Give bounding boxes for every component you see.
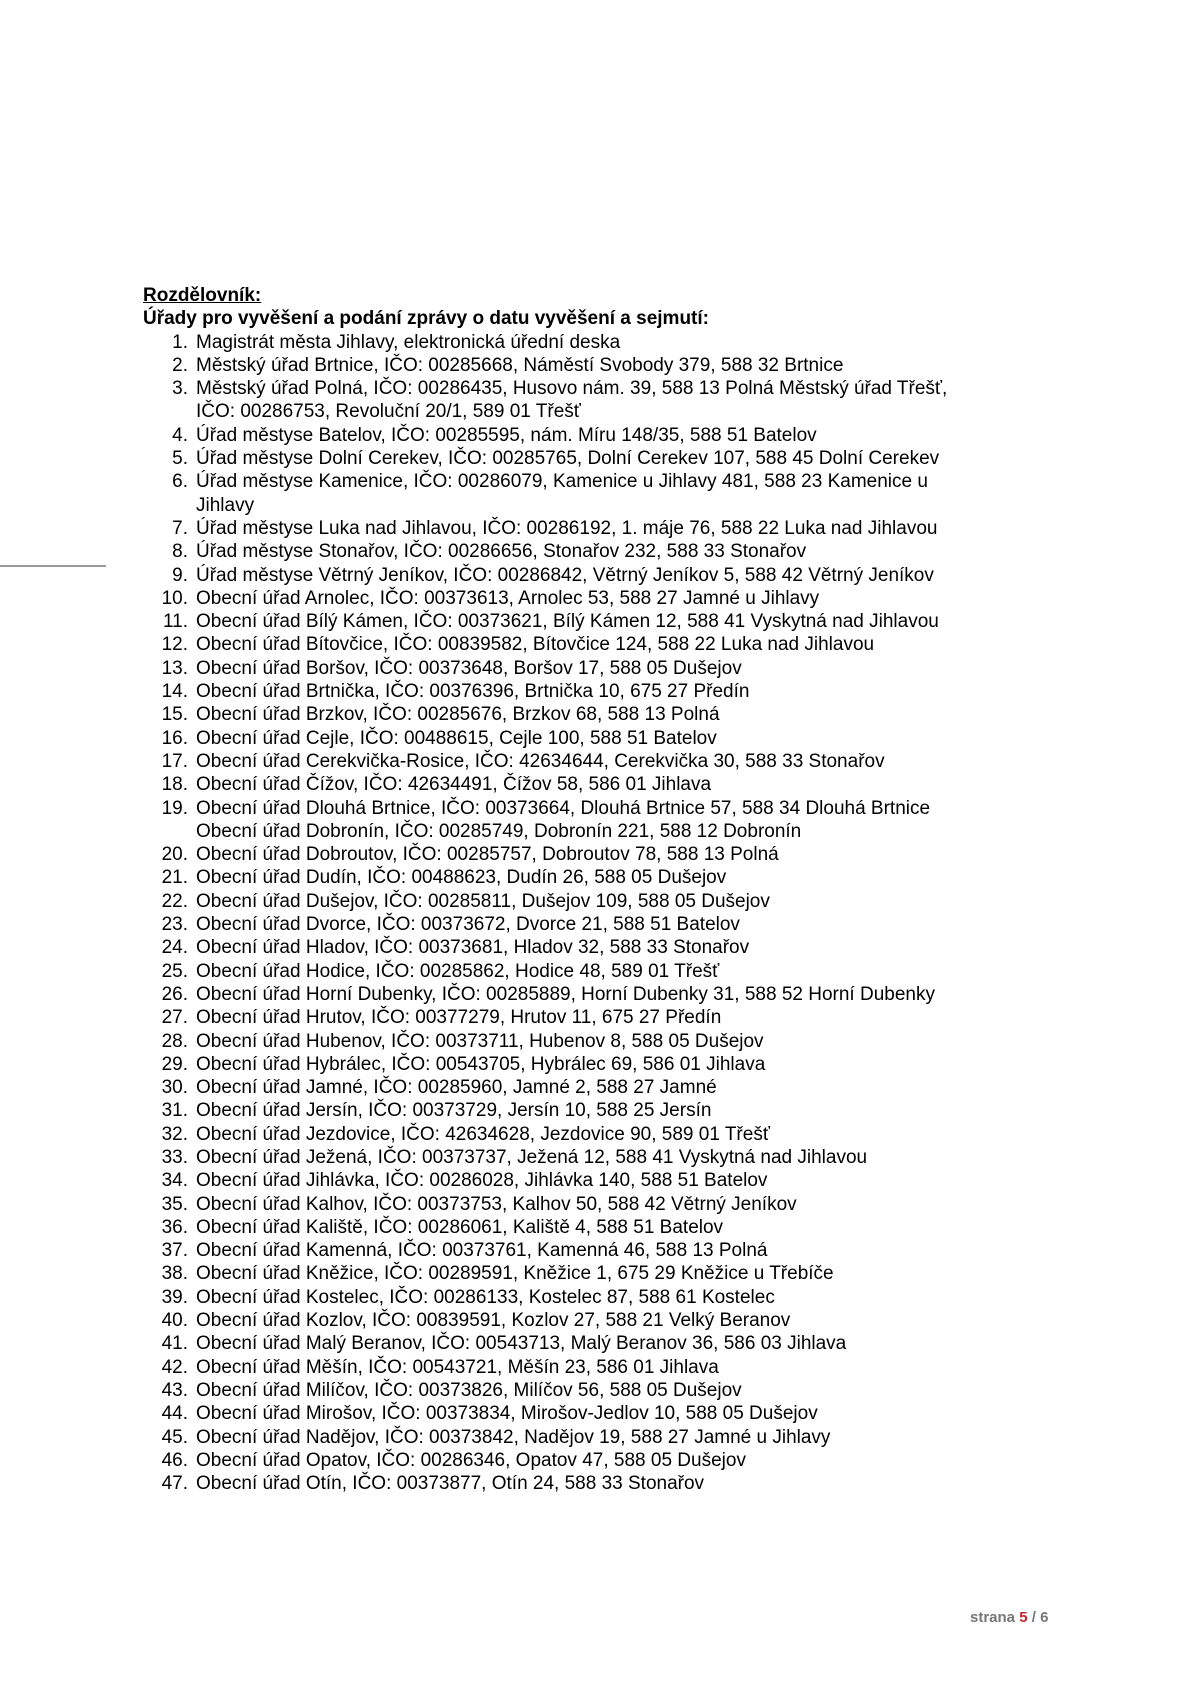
list-item-number: 18. (161, 774, 188, 796)
page-separator: / (1031, 1609, 1036, 1626)
list-item-number: 41. (161, 1333, 188, 1355)
list-item-text: Úřad městyse Větrný Jeníkov, IČO: 00286842, Větrný Jeníkov 5, 588 42 Větrný Jeníkov (196, 564, 934, 586)
list-item-text: Obecní úřad Dlouhá Brtnice, IČO: 00373664, Dlouhá Brtnice 57, 588 34 Dlouhá Brtnice Obecní úřad Dobronín, IČO: 00285749, Dobronín 221, 588 12 Dobronín (196, 797, 931, 842)
list-item-text: Úřad městyse Stonařov, IČO: 00286656, Stonařov 232, 588 33 Stonařov (196, 541, 807, 563)
list-item (143, 773, 1043, 796)
list-item-number: 43. (161, 1379, 188, 1401)
list-item (143, 890, 1043, 913)
list-item-number: 16. (161, 727, 188, 749)
list-item-text: Obecní úřad Ježená, IČO: 00373737, Ježená 12, 588 41 Vyskytná nad Jihlavou (196, 1146, 868, 1168)
list-item (143, 913, 1043, 936)
list-item-number: 17. (161, 750, 188, 772)
list-item-text: Obecní úřad Kaliště, IČO: 00286061, Kaliště 4, 588 51 Batelov (196, 1216, 724, 1238)
list-item (143, 727, 1043, 750)
list-item (143, 1006, 1043, 1029)
list-item-text: Obecní úřad Malý Beranov, IČO: 00543713, Malý Beranov 36, 586 03 Jihlava (196, 1333, 847, 1355)
margin-rule (0, 565, 106, 567)
list-item-text: Obecní úřad Nadějov, IČO: 00373842, Nadějov 19, 588 27 Jamné u Jihlavy (196, 1426, 831, 1448)
list-item-number: 39. (161, 1286, 188, 1308)
list-item-text: Obecní úřad Milíčov, IČO: 00373826, Milíčov 56, 588 05 Dušejov (196, 1379, 742, 1401)
page-number (970, 1609, 1048, 1626)
list-item-text: Obecní úřad Horní Dubenky, IČO: 00285889, Horní Dubenky 31, 588 52 Horní Dubenky (196, 983, 935, 1005)
current-page: 5 (1019, 1609, 1028, 1626)
list-item (143, 447, 1043, 470)
list-item-text: Úřad městyse Dolní Cerekev, IČO: 00285765, Dolní Cerekev 107, 588 45 Dolní Cerekev (196, 448, 940, 470)
list-item-text: Obecní úřad Brzkov, IČO: 00285676, Brzkov 68, 588 13 Polná (196, 704, 720, 726)
list-item-number: 8. (172, 541, 188, 563)
list-item-text: Obecní úřad Dušejov, IČO: 00285811, Dušejov 109, 588 05 Dušejov (196, 890, 770, 912)
list-item-number: 37. (161, 1240, 188, 1262)
list-item-number: 15. (161, 704, 188, 726)
list-item-number: 47. (161, 1473, 188, 1495)
list-item-text: Obecní úřad Kostelec, IČO: 00286133, Kostelec 87, 588 61 Kostelec (196, 1286, 775, 1308)
list-item-number: 14. (161, 681, 188, 703)
list-item-text: Obecní úřad Cerekvička-Rosice, IČO: 42634644, Cerekvička 30, 588 33 Stonařov (196, 750, 885, 772)
list-item (143, 866, 1043, 889)
section-subheading: Úřady pro vyvěšení a podání zprávy o datu vyvěšení a sejmutí: (143, 308, 709, 330)
list-item (143, 703, 1043, 726)
list-item (143, 1332, 1043, 1355)
list-item (143, 1099, 1043, 1122)
list-item-number: 42. (161, 1356, 188, 1378)
list-item (143, 983, 1043, 1006)
list-item-text: Obecní úřad Hubenov, IČO: 00373711, Hubenov 8, 588 05 Dušejov (196, 1030, 764, 1052)
list-item (143, 587, 1043, 610)
list-item-number: 22. (161, 890, 188, 912)
list-item-text: Obecní úřad Boršov, IČO: 00373648, Boršov 17, 588 05 Dušejov (196, 657, 742, 679)
list-item-number: 23. (161, 914, 188, 936)
list-item (143, 633, 1043, 656)
section-heading: Rozdělovník: (143, 285, 262, 306)
list-item (143, 1076, 1043, 1099)
list-item-number: 32. (161, 1123, 188, 1145)
list-item (143, 1379, 1043, 1402)
list-item-number: 1. (172, 331, 188, 353)
list-item (143, 680, 1043, 703)
list-item (143, 1402, 1043, 1425)
list-item-number: 20. (161, 844, 188, 866)
list-item (143, 517, 1043, 540)
list-item-number: 19. (161, 797, 188, 819)
list-item-number: 12. (161, 634, 188, 656)
list-item (143, 564, 1043, 587)
list-item-text: Obecní úřad Cejle, IČO: 00488615, Cejle 100, 588 51 Batelov (196, 727, 717, 749)
list-item-number: 30. (161, 1077, 188, 1099)
list-item (143, 1169, 1043, 1192)
list-item-text: Obecní úřad Hladov, IČO: 00373681, Hladov 32, 588 33 Stonařov (196, 937, 750, 959)
list-item (143, 797, 1043, 844)
list-item-number: 5. (172, 448, 188, 470)
list-item-text: Úřad městyse Kamenice, IČO: 00286079, Kamenice u Jihlavy 481, 588 23 Kamenice u Jihlavy (196, 471, 928, 516)
list-item-text: Obecní úřad Dvorce, IČO: 00373672, Dvorce 21, 588 51 Batelov (196, 914, 740, 936)
list-item-number: 29. (161, 1053, 188, 1075)
list-item (143, 1449, 1043, 1472)
list-item-text: Obecní úřad Kamenná, IČO: 00373761, Kamenná 46, 588 13 Polná (196, 1240, 768, 1262)
list-item-number: 46. (161, 1449, 188, 1471)
list-item (143, 1146, 1043, 1169)
list-item-text: Obecní úřad Arnolec, IČO: 00373613, Arnolec 53, 588 27 Jamné u Jihlavy (196, 587, 820, 609)
list-item-text: Obecní úřad Dobroutov, IČO: 00285757, Dobroutov 78, 588 13 Polná (196, 844, 779, 866)
list-item-text: Obecní úřad Bítovčice, IČO: 00839582, Bítovčice 124, 588 22 Luka nad Jihlavou (196, 634, 875, 656)
list-item-number: 13. (161, 657, 188, 679)
list-item-number: 6. (172, 471, 188, 493)
list-item-number: 45. (161, 1426, 188, 1448)
list-item-number: 26. (161, 983, 188, 1005)
list-item (143, 1193, 1043, 1216)
list-item-text: Obecní úřad Jersín, IČO: 00373729, Jersín 10, 588 25 Jersín (196, 1100, 712, 1122)
list-item-text: Obecní úřad Kozlov, IČO: 00839591, Kozlov 27, 588 21 Velký Beranov (196, 1310, 791, 1332)
list-item-text: Magistrát města Jihlavy, elektronická úřední deska (196, 331, 621, 353)
list-item-text: Úřad městyse Luka nad Jihlavou, IČO: 00286192, 1. máje 76, 588 22 Luka nad Jihlavou (196, 517, 938, 539)
list-item-number: 35. (161, 1193, 188, 1215)
list-item (143, 1123, 1043, 1146)
list-item-text: Obecní úřad Hodice, IČO: 00285862, Hodice 48, 589 01 Třešť (196, 960, 720, 982)
list-item-number: 7. (172, 517, 188, 539)
list-item (143, 843, 1043, 866)
list-item-text: Obecní úřad Opatov, IČO: 00286346, Opatov 47, 588 05 Dušejov (196, 1449, 746, 1471)
list-item-text: Obecní úřad Jihlávka, IČO: 00286028, Jihlávka 140, 588 51 Batelov (196, 1170, 768, 1192)
list-item-number: 40. (161, 1310, 188, 1332)
list-item-number: 36. (161, 1216, 188, 1238)
list-item-text: Obecní úřad Kněžice, IČO: 00289591, Kněžice 1, 675 29 Kněžice u Třebíče (196, 1263, 834, 1285)
list-item-text: Obecní úřad Jamné, IČO: 00285960, Jamné 2, 588 27 Jamné (196, 1077, 717, 1099)
list-item-number: 38. (161, 1263, 188, 1285)
list-item (143, 610, 1043, 633)
list-item-number: 33. (161, 1146, 188, 1168)
list-item-text: Obecní úřad Hybrálec, IČO: 00543705, Hybrálec 69, 586 01 Jihlava (196, 1053, 766, 1075)
list-item (143, 1356, 1043, 1379)
list-item (143, 354, 1043, 377)
list-item (143, 331, 1043, 354)
list-item-number: 27. (161, 1007, 188, 1029)
list-item (143, 1426, 1043, 1449)
list-item (143, 540, 1043, 563)
list-item-text: Městský úřad Polná, IČO: 00286435, Husovo nám. 39, 588 13 Polná Městský úřad Třešť, IČO: 00286753, Revoluční 20/1, 589 01 Třešť (196, 378, 948, 423)
list-item (143, 1239, 1043, 1262)
page-label: strana (970, 1609, 1016, 1626)
list-item-number: 4. (172, 424, 188, 446)
list-item-number: 11. (162, 611, 188, 633)
list-item (143, 1030, 1043, 1053)
list-item (143, 960, 1043, 983)
list-item-text: Obecní úřad Kalhov, IČO: 00373753, Kalhov 50, 588 42 Větrný Jeníkov (196, 1193, 797, 1215)
list-item-number: 21. (161, 867, 188, 889)
list-item (143, 377, 1043, 424)
list-item-number: 24. (161, 937, 188, 959)
list-item-text: Obecní úřad Otín, IČO: 00373877, Otín 24, 588 33 Stonařov (196, 1473, 705, 1495)
list-item-text: Obecní úřad Brtnička, IČO: 00376396, Brtnička 10, 675 27 Předín (196, 681, 750, 703)
distribution-list-section (143, 284, 1043, 1495)
list-item-text: Obecní úřad Jezdovice, IČO: 42634628, Jezdovice 90, 589 01 Třešť (196, 1123, 770, 1145)
list-item-number: 34. (161, 1170, 188, 1192)
list-item-number: 31. (161, 1100, 188, 1122)
list-item (143, 470, 1043, 517)
list-item-number: 28. (161, 1030, 188, 1052)
list-item-text: Obecní úřad Bílý Kámen, IČO: 00373621, Bílý Kámen 12, 588 41 Vyskytná nad Jihlavou (196, 611, 939, 633)
list-item-number: 44. (161, 1403, 188, 1425)
list-item (143, 1309, 1043, 1332)
list-item-text: Obecní úřad Čížov, IČO: 42634491, Čížov 58, 586 01 Jihlava (196, 774, 712, 796)
list-item-number: 25. (161, 960, 188, 982)
list-item-text: Obecní úřad Dudín, IČO: 00488623, Dudín 26, 588 05 Dušejov (196, 867, 727, 889)
office-list (143, 331, 1043, 1496)
list-item (143, 1472, 1043, 1495)
list-item-text: Městský úřad Brtnice, IČO: 00285668, Náměstí Svobody 379, 588 32 Brtnice (196, 354, 844, 376)
list-item-number: 2. (172, 354, 188, 376)
list-item (143, 657, 1043, 680)
list-item (143, 1262, 1043, 1285)
list-item-number: 10. (161, 587, 188, 609)
list-item-text: Úřad městyse Batelov, IČO: 00285595, nám. Míru 148/35, 588 51 Batelov (196, 424, 817, 446)
list-item-number: 3. (172, 378, 188, 400)
list-item-number: 9. (172, 564, 188, 586)
list-item (143, 424, 1043, 447)
list-item-text: Obecní úřad Měšín, IČO: 00543721, Měšín 23, 586 01 Jihlava (196, 1356, 719, 1378)
list-item-text: Obecní úřad Hrutov, IČO: 00377279, Hrutov 11, 675 27 Předín (196, 1007, 722, 1029)
list-item (143, 1286, 1043, 1309)
list-item (143, 1216, 1043, 1239)
list-item (143, 750, 1043, 773)
list-item-text: Obecní úřad Mirošov, IČO: 00373834, Mirošov-Jedlov 10, 588 05 Dušejov (196, 1403, 818, 1425)
list-item (143, 1053, 1043, 1076)
total-pages: 6 (1040, 1609, 1049, 1626)
list-item (143, 936, 1043, 959)
